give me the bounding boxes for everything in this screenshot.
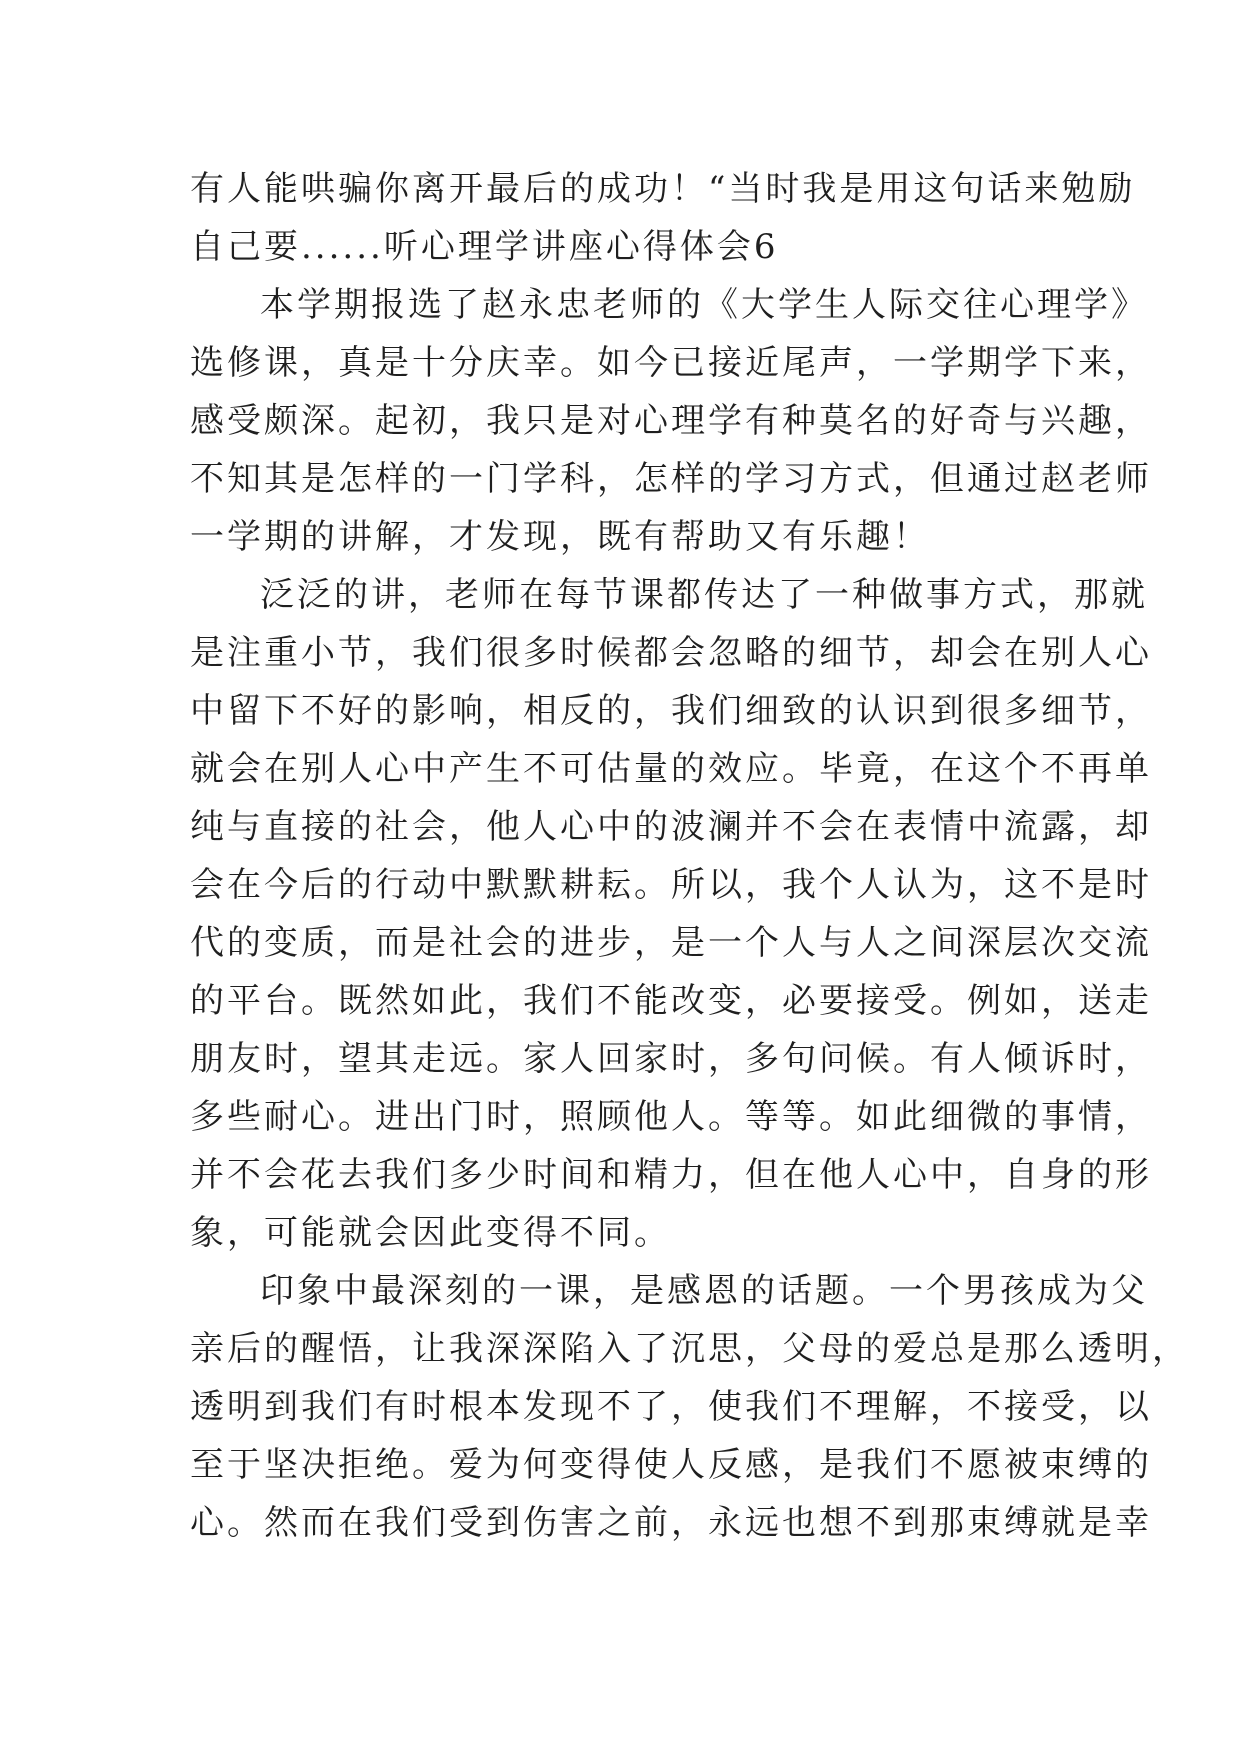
paragraph-start-line: 印象中最深刻的一课，是感恩的话题。一个男孩成为父 <box>260 1271 1148 1311</box>
text-line: 中留下不好的影响，相反的，我们细致的认识到很多细节， <box>190 691 1152 731</box>
text-line: 至于坚决拒绝。爱为何变得使人反感，是我们不愿被束缚的 <box>190 1445 1152 1485</box>
text-line: 会在今后的行动中默默耕耘。所以，我个人认为，这不是时 <box>190 865 1152 905</box>
text-line: 有人能哄骗你离开最后的成功！“当时我是用这句话来勉励 <box>190 169 1136 209</box>
text-line: 一学期的讲解，才发现，既有帮助又有乐趣！ <box>190 517 930 557</box>
text-line: 心。然而在我们受到伤害之前，永远也想不到那束缚就是幸 <box>190 1503 1152 1543</box>
text-line: 是注重小节，我们很多时候都会忽略的细节，却会在别人心 <box>190 633 1152 673</box>
paragraph-start-line: 泛泛的讲，老师在每节课都传达了一种做事方式，那就 <box>260 575 1148 615</box>
text-line: 亲后的醒悟，让我深深陷入了沉思，父母的爱总是那么透明， <box>190 1329 1189 1369</box>
document-body <box>190 160 1189 1552</box>
text-line: 多些耐心。进出门时，照顾他人。等等。如此细微的事情， <box>190 1097 1152 1137</box>
text-line: 代的变质，而是社会的进步，是一个人与人之间深层次交流 <box>190 923 1152 963</box>
paragraph-start-line: 本学期报选了赵永忠老师的《大学生人际交往心理学》 <box>260 285 1148 325</box>
text-line: 的平台。既然如此，我们不能改变，必要接受。例如，送走 <box>190 981 1152 1021</box>
text-line: 就会在别人心中产生不可估量的效应。毕竟，在这个不再单 <box>190 749 1152 789</box>
text-line: 自己要......听心理学讲座心得体会6 <box>190 227 779 267</box>
text-line: 不知其是怎样的一门学科，怎样的学习方式，但通过赵老师 <box>190 459 1152 499</box>
text-line: 透明到我们有时根本发现不了，使我们不理解，不接受，以 <box>190 1387 1152 1427</box>
text-line: 选修课，真是十分庆幸。如今已接近尾声，一学期学下来， <box>190 343 1152 383</box>
text-line: 纯与直接的社会，他人心中的波澜并不会在表情中流露，却 <box>190 807 1152 847</box>
text-line: 感受颇深。起初，我只是对心理学有种莫名的好奇与兴趣， <box>190 401 1152 441</box>
text-line: 朋友时，望其走远。家人回家时，多句问候。有人倾诉时， <box>190 1039 1152 1079</box>
text-line: 并不会花去我们多少时间和精力，但在他人心中，自身的形 <box>190 1155 1152 1195</box>
text-line: 象，可能就会因此变得不同。 <box>190 1213 671 1253</box>
